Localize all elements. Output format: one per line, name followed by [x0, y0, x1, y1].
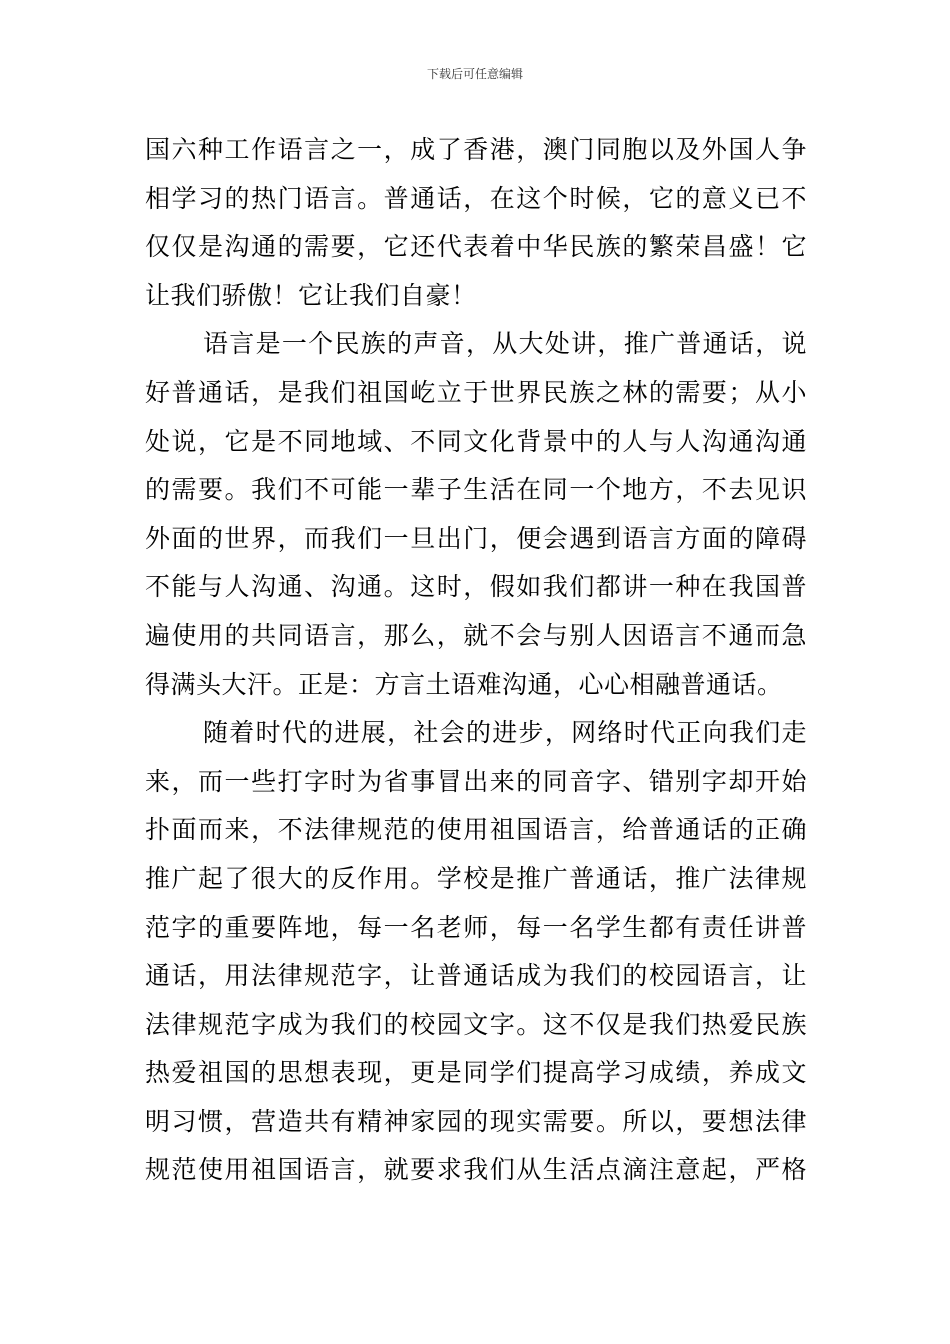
text-line: 遍使用的共同语言，那么，就不会与别人因语言不通而急: [145, 620, 807, 650]
paragraph: [145, 320, 807, 709]
page-header: 下载后可任意编辑: [426, 67, 523, 81]
text-line: 外面的世界，而我们一旦出门，便会遇到语言方面的障碍: [145, 523, 807, 553]
text-line: 处说，它是不同地域、不同文化背景中的人与人沟通沟通: [145, 426, 807, 456]
text-line: 随着时代的进展，社会的进步，网络时代正向我们走: [203, 718, 807, 748]
text-line: 来，而一些打字时为省事冒出来的同音字、错别字却开始: [145, 766, 807, 796]
text-line: 热爱祖国的思想表现，更是同学们提高学习成绩，养成文: [145, 1058, 807, 1088]
text-line: 相学习的热门语言。普通话，在这个时候，它的意义已不: [145, 183, 807, 213]
paragraph: [145, 126, 807, 320]
text-line: 让我们骄傲！它让我们自豪！: [145, 280, 477, 310]
text-line: 明习惯，营造共有精神家园的现实需要。所以，要想法律: [145, 1106, 807, 1136]
text-line: 的需要。我们不可能一辈子生活在同一个地方，不去见识: [145, 475, 807, 505]
text-line: 仅仅是沟通的需要，它还代表着中华民族的繁荣昌盛！它: [145, 232, 807, 262]
text-line: 得满头大汗。正是：方言土语难沟通，心心相融普通话。: [145, 669, 783, 699]
text-line: 通话，用法律规范字，让普通话成为我们的校园语言，让: [145, 961, 807, 991]
text-line: 范字的重要阵地，每一名老师，每一名学生都有责任讲普: [145, 912, 807, 942]
text-line: 扑面而来，不法律规范的使用祖国语言，给普通话的正确: [145, 815, 807, 845]
text-line: 国六种工作语言之一，成了香港，澳门同胞以及外国人争: [145, 135, 807, 164]
body-text: [145, 126, 807, 1195]
text-line: 语言是一个民族的声音，从大处讲，推广普通话，说: [203, 329, 807, 359]
text-line: 好普通话，是我们祖国屹立于世界民族之林的需要；从小: [145, 377, 807, 407]
paragraph: [145, 709, 807, 1195]
text-line: 法律规范字成为我们的校园文字。这不仅是我们热爱民族: [145, 1009, 807, 1039]
text-line: 不能与人沟通、沟通。这时，假如我们都讲一种在我国普: [145, 572, 807, 602]
text-line: 推广起了很大的反作用。学校是推广普通话，推广法律规: [145, 863, 807, 893]
text-line: 规范使用祖国语言，就要求我们从生活点滴注意起，严格: [145, 1155, 807, 1185]
